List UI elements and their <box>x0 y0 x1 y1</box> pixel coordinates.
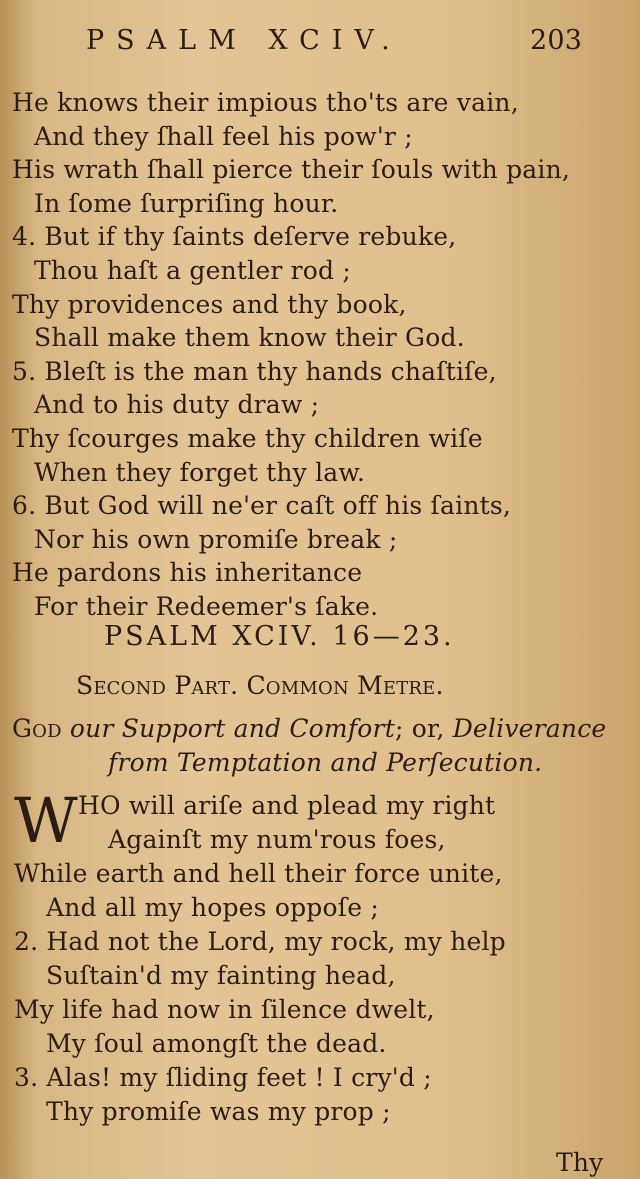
verse-line: My ſoul amongſt the dead. <box>46 1029 387 1058</box>
theme-line-1 <box>12 714 606 744</box>
verse-line: My life had now in ſilence dwelt, <box>14 995 435 1024</box>
theme-support: our Support and Comfort <box>69 714 395 743</box>
verse-line: When they forget thy law. <box>34 457 366 487</box>
psalm-title: PSALM XCIV. 16—23. <box>104 621 455 652</box>
theme-deliverance: Deliverance <box>452 714 607 743</box>
drop-cap: W <box>14 784 78 857</box>
verse-line: And to his duty draw ; <box>34 390 320 420</box>
verse-line: He knows their impious tho'ts are vain, <box>12 88 519 117</box>
verse-line: Thy promiſe was my prop ; <box>46 1097 391 1126</box>
verse-line: 5. Bleſt is the man thy hands chaſtiſe, <box>12 356 497 386</box>
verse-line: 2. Had not the Lord, my rock, my help <box>14 927 506 956</box>
verse-line: And all my hopes oppoſe ; <box>46 893 379 922</box>
theme-or: ; or, <box>394 714 445 743</box>
verse-line: He pardons his inheritance <box>12 558 363 588</box>
verse-line: 6. But God will ne'er caſt off his ſaints, <box>12 491 512 521</box>
verse-line: Nor his own promiſe break ; <box>34 524 398 554</box>
theme-line-2: from Temptation and Perſecution. <box>108 748 543 777</box>
verse-line: Againſt my num'rous foes, <box>108 825 446 854</box>
verse-line: And they ſhall feel his pow'r ; <box>34 121 413 151</box>
verse-line: 3. Alas! my ſliding feet ! I cry'd ; <box>14 1063 432 1092</box>
page-number: 203 <box>530 25 583 56</box>
verse-line: 4. But if thy ſaints deſerve rebuke, <box>12 222 457 252</box>
verse-line: For their Redeemer's ſake. <box>34 592 379 621</box>
verse-line: Shall make them know their God. <box>34 323 465 353</box>
verse-line: Thou haſt a gentler rod ; <box>34 256 351 285</box>
verse-line: Thy ſcourges make thy children wiſe <box>12 424 483 453</box>
theme-god: God <box>12 714 62 743</box>
first-line: HO will ariſe and plead my right <box>78 791 496 820</box>
running-title: PSALM XCIV. <box>86 25 402 56</box>
verse-line: Thy providences and thy book, <box>12 289 407 319</box>
verse-line: His wrath ſhall pierce their ſouls with pain, <box>12 155 571 185</box>
verse-line: While earth and hell their force unite, <box>14 859 503 888</box>
verse-line: In ſome ſurpriſing hour. <box>34 188 339 218</box>
psalm-subtitle: Second Part. Common Metre. <box>76 671 444 700</box>
verse-line: Suſtain'd my fainting head, <box>46 961 396 990</box>
catchword: Thy <box>556 1148 604 1177</box>
